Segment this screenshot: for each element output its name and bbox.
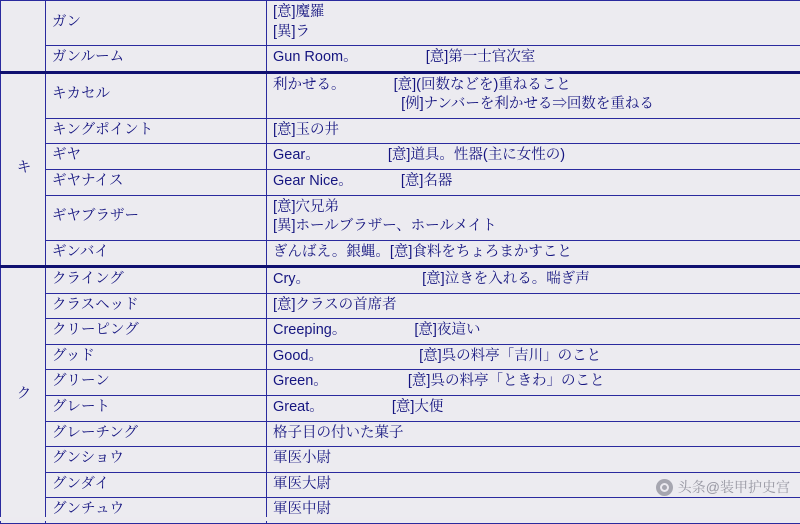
definition-secondary: [例]ナンバーを利かせる⇒回数を重ねる — [401, 95, 654, 115]
definition-line — [273, 270, 800, 290]
term-cell: グレート — [46, 396, 267, 422]
definition-cell — [267, 396, 800, 422]
table-row — [1, 447, 800, 473]
definition-secondary: [意]第一士官次室 — [426, 48, 536, 68]
definition-cell — [267, 118, 800, 144]
table-row — [1, 319, 800, 345]
table-row — [1, 267, 800, 294]
table-row — [1, 1, 800, 46]
definition-primary: Creeping。 — [273, 321, 346, 341]
table-row — [1, 195, 800, 240]
term-cell: キカセル — [46, 72, 267, 118]
table-row — [1, 344, 800, 370]
definition-primary: [異]ホールブラザー、ホールメイト — [273, 217, 497, 237]
definition-secondary: [意](回数などを)重ねること — [394, 76, 571, 96]
watermark — [656, 477, 790, 497]
definition-line — [273, 424, 800, 444]
definition-primary: [意]玉の井 — [273, 121, 339, 141]
definition-cell — [267, 169, 800, 195]
definition-primary: Good。 — [273, 347, 323, 367]
definition-primary: [意]クラスの首席者 — [273, 296, 397, 316]
term-cell: グレーチング — [46, 421, 267, 447]
definition-line — [273, 296, 800, 316]
definition-primary: Cry。 — [273, 270, 310, 290]
definition-cell — [267, 1, 800, 46]
definition-line — [273, 23, 800, 43]
definition-cell — [267, 319, 800, 345]
definition-line — [273, 347, 800, 367]
definition-cell — [267, 421, 800, 447]
term-cell: クライング — [46, 267, 267, 294]
definition-cell — [267, 293, 800, 319]
definition-line — [273, 217, 800, 237]
kana-group-cell: キ — [1, 72, 46, 267]
definition-primary: 格子目の付いた菓子 — [273, 424, 404, 444]
kana-group-cell: ク — [1, 267, 46, 524]
definition-line — [273, 372, 800, 392]
table-row — [1, 370, 800, 396]
term-cell: グンショウ — [46, 447, 267, 473]
definition-cell — [267, 72, 800, 118]
definition-secondary: [意]夜這い — [414, 321, 480, 341]
definition-primary: Gun Room。 — [273, 48, 358, 68]
definition-primary: Gear。 — [273, 146, 320, 166]
definition-cell — [267, 195, 800, 240]
definition-primary: [異]ラ — [273, 23, 310, 43]
definition-line — [273, 48, 800, 68]
table-row — [1, 118, 800, 144]
watermark-text: 头条@装甲护史宫 — [678, 477, 790, 497]
term-cell: ギヤブラザー — [46, 195, 267, 240]
table-row — [1, 293, 800, 319]
table-row — [1, 72, 800, 118]
term-cell: キングポイント — [46, 118, 267, 144]
definition-primary: 利かせる。 — [273, 76, 346, 96]
term-cell: グンチュウ — [46, 498, 267, 524]
term-cell: ギヤ — [46, 144, 267, 170]
term-cell: ギンバイ — [46, 240, 267, 267]
term-cell: クラスヘッド — [46, 293, 267, 319]
glossary-table-body — [1, 1, 800, 524]
definition-secondary: [意]泣きを入れる。喘ぎ声 — [422, 270, 590, 290]
term-cell: グリーン — [46, 370, 267, 396]
kana-group-cell — [1, 1, 46, 73]
definition-cell — [267, 240, 800, 267]
definition-primary: Gear Nice。 — [273, 172, 353, 192]
term-cell: ガンルーム — [46, 46, 267, 73]
definition-primary: Great。 — [273, 398, 324, 418]
definition-cell — [267, 447, 800, 473]
definition-primary: 軍医小尉 — [273, 449, 331, 469]
definition-primary: ぎんばえ。銀蝿。[意]食料をちょろまかすこと — [273, 243, 572, 263]
definition-secondary: [意]呉の料亭「吉川」のこと — [419, 347, 601, 367]
term-cell: グンダイ — [46, 472, 267, 498]
definition-cell — [267, 267, 800, 294]
definition-primary: [意]魔羅 — [273, 3, 325, 23]
definition-line — [273, 121, 800, 141]
definition-line — [273, 3, 800, 23]
definition-secondary: [意]大便 — [392, 398, 444, 418]
definition-cell — [267, 344, 800, 370]
table-row — [1, 421, 800, 447]
definition-line — [273, 398, 800, 418]
term-cell: ガン — [46, 1, 267, 46]
term-cell: クリーピング — [46, 319, 267, 345]
user-avatar-icon — [656, 479, 673, 496]
definition-primary: [意]穴兄弟 — [273, 198, 339, 218]
definition-secondary: [意]道具。性器(主に女性の) — [388, 146, 565, 166]
definition-line — [273, 321, 800, 341]
definition-primary: 軍医大尉 — [273, 475, 331, 495]
table-row — [1, 46, 800, 73]
definition-line — [273, 243, 800, 263]
table-row — [1, 144, 800, 170]
term-cell: ギヤナイス — [46, 169, 267, 195]
definition-line — [273, 198, 800, 218]
definition-line — [273, 146, 800, 166]
definition-secondary: [意]名器 — [401, 172, 453, 192]
definition-line — [273, 449, 800, 469]
definition-primary: 軍医中尉 — [273, 500, 331, 520]
table-row — [1, 169, 800, 195]
definition-primary: Green。 — [273, 372, 328, 392]
definition-line — [273, 172, 800, 192]
definition-cell — [267, 144, 800, 170]
table-row — [1, 396, 800, 422]
term-cell: グッド — [46, 344, 267, 370]
definition-cell — [267, 46, 800, 73]
table-row — [1, 240, 800, 267]
definition-line — [273, 76, 800, 96]
definition-cell — [267, 370, 800, 396]
definition-secondary: [意]呉の料亭「ときわ」のこと — [408, 372, 605, 392]
definition-line — [273, 95, 800, 115]
page-bottom-edge — [0, 517, 800, 521]
